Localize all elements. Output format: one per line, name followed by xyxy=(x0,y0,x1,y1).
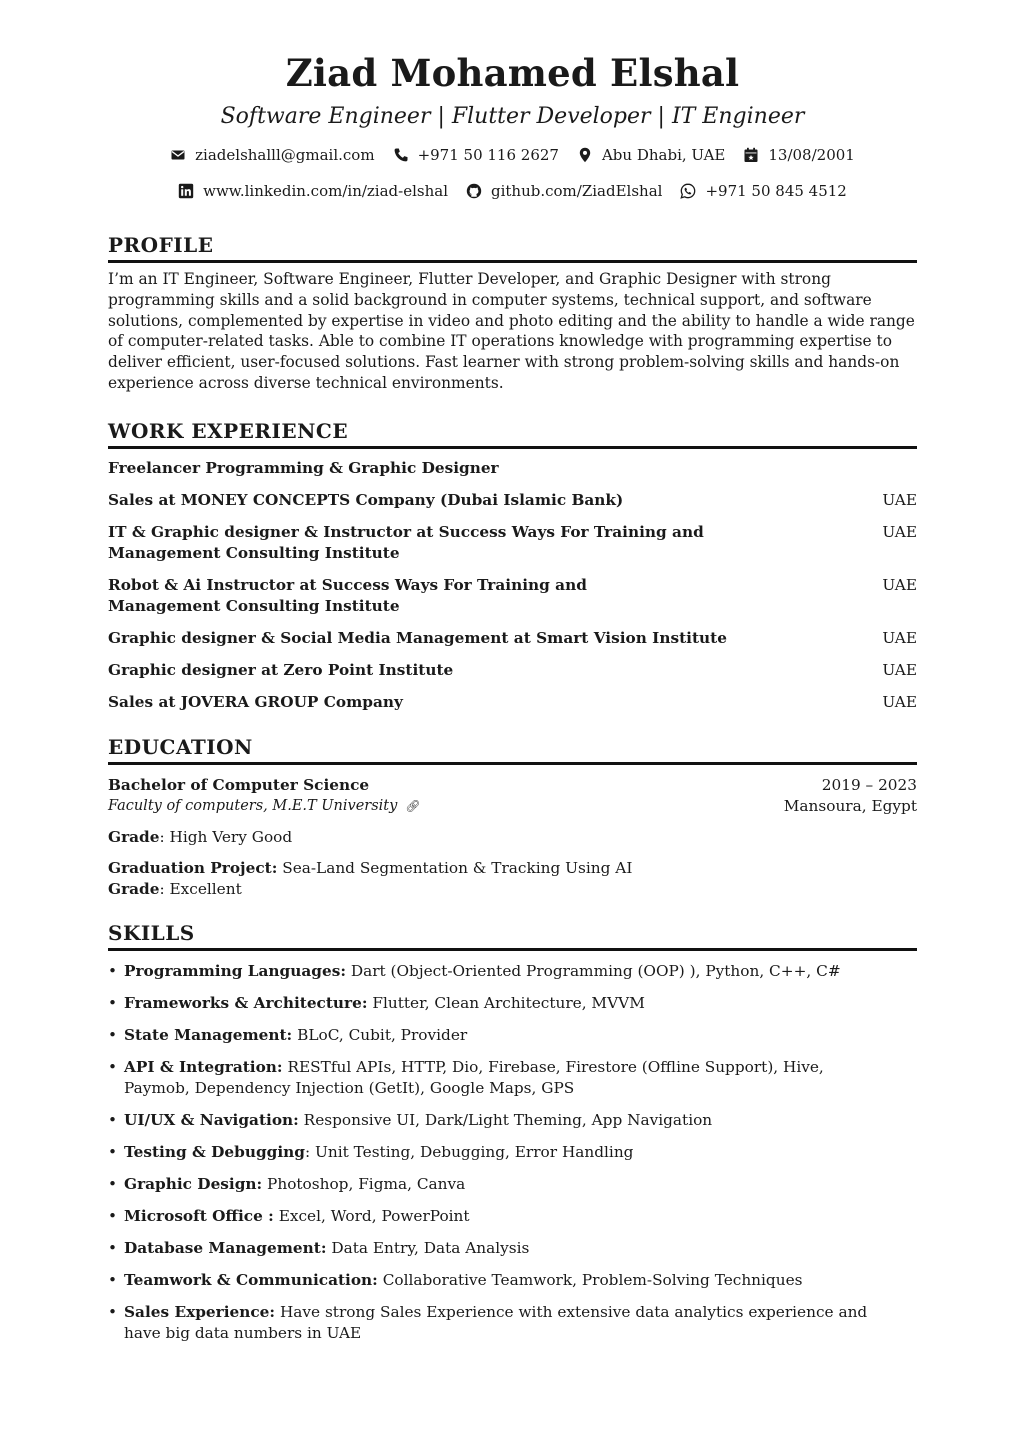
contact-location-text: Abu Dhabi, UAE xyxy=(601,146,726,164)
job-row xyxy=(108,660,917,681)
candidate-subtitle: Software Engineer | Flutter Developer | IT Engineer xyxy=(220,104,805,129)
skill-label: Frameworks & Architecture: xyxy=(124,994,368,1012)
contact-row-2 xyxy=(108,180,917,202)
section-divider xyxy=(108,762,917,765)
section-divider xyxy=(108,948,917,951)
skill-item xyxy=(108,1174,884,1195)
skill-label: Microsoft Office : xyxy=(124,1207,274,1225)
contact-email[interactable] xyxy=(170,144,374,166)
github-icon xyxy=(466,183,482,199)
work-experience-section xyxy=(108,418,917,713)
skill-value: Collaborative Teamwork, Problem-Solving Techniques xyxy=(377,1271,803,1289)
skill-value: Data Entry, Data Analysis xyxy=(326,1239,530,1257)
job-location: UAE xyxy=(882,693,917,711)
contact-birthdate xyxy=(743,144,854,166)
contact-email-text: ziadelshalll@gmail.com xyxy=(195,146,375,164)
job-title: Graphic designer at Zero Point Institute xyxy=(108,661,454,679)
skill-value: Dart (Object-Oriented Programming (OOP) ), Python, C++, C# xyxy=(345,962,841,980)
link-icon: 🔗︎ xyxy=(405,799,421,813)
location-pin-icon xyxy=(577,147,593,163)
skill-item xyxy=(108,1302,884,1344)
job-row xyxy=(108,575,917,617)
calendar-icon xyxy=(743,147,759,163)
linkedin-icon xyxy=(178,183,194,199)
contact-location xyxy=(577,144,725,166)
skill-item xyxy=(108,1206,884,1227)
skill-value: : Unit Testing, Debugging, Error Handling xyxy=(304,1143,634,1161)
skill-label: State Management: xyxy=(124,1026,293,1044)
job-row xyxy=(108,490,917,511)
skill-item xyxy=(108,993,884,1014)
job-title: Sales at MONEY CONCEPTS Company (Dubai Islamic Bank) xyxy=(108,491,624,509)
skill-value: Photoshop, Figma, Canva xyxy=(262,1175,466,1193)
section-divider xyxy=(108,260,917,263)
section-title-skills: SKILLS xyxy=(108,921,195,945)
project-value: Sea-Land Segmentation & Tracking Using AI xyxy=(277,859,633,877)
section-divider xyxy=(108,446,917,449)
project-grade xyxy=(108,879,917,900)
job-row xyxy=(108,628,917,649)
resume-page xyxy=(108,50,917,1342)
skill-label: Database Management: xyxy=(124,1239,327,1257)
contact-birthdate-text: 13/08/2001 xyxy=(768,146,855,164)
institution-text: Faculty of computers, M.E.T University xyxy=(108,798,398,814)
skill-item xyxy=(108,961,884,982)
whatsapp-icon xyxy=(680,183,696,199)
skill-value: Flutter, Clean Architecture, MVVM xyxy=(367,994,645,1012)
project-grade-value: : Excellent xyxy=(159,880,242,898)
email-icon xyxy=(170,147,186,163)
job-title: Sales at JOVERA GROUP Company xyxy=(108,693,403,711)
skill-label: Programming Languages: xyxy=(124,962,346,980)
education-place: Mansoura, Egypt xyxy=(783,797,917,815)
skills-section xyxy=(108,920,917,1344)
contact-linkedin[interactable] xyxy=(178,180,448,202)
contact-github[interactable] xyxy=(466,180,662,202)
graduation-project xyxy=(108,858,917,879)
candidate-name: Ziad Mohamed Elshal xyxy=(285,51,740,95)
skill-value: RESTful APIs, HTTP, Dio, Firebase, Firestore (Offline Support), Hive, Paymob, Dependency Injection (GetIt), Google Maps, GPS xyxy=(124,1058,824,1097)
grade-value: : High Very Good xyxy=(159,828,293,846)
contact-github-text: github.com/ZiadElshal xyxy=(491,182,663,200)
job-title: IT & Graphic designer & Instructor at Success Ways For Training and Management Consulting Institute xyxy=(108,523,704,562)
skill-value: BLoC, Cubit, Provider xyxy=(292,1026,468,1044)
contact-phone[interactable] xyxy=(393,144,559,166)
job-location: UAE xyxy=(882,629,917,647)
skill-item xyxy=(108,1025,884,1046)
skill-value: Have strong Sales Experience with extensive data analytics experience and have big data numbers in UAE xyxy=(124,1303,868,1342)
grade-label: Grade xyxy=(108,828,160,846)
job-row xyxy=(108,522,917,564)
skill-label: Graphic Design: xyxy=(124,1175,263,1193)
profile-text: I’m an IT Engineer, Software Engineer, Flutter Developer, and Graphic Designer with strong programming skills and a solid background in computer systems, technical support, and software solutions, complemented by expertise in video and photo editing and the ability to handle a wide range of computer-related tasks. Able to combine IT operations knowledge with programming expertise to deliver efficient, user-focused solutions. Fast learner with strong problem-solving skills and hands-on experience across diverse technical environments. xyxy=(108,270,915,392)
section-title-work: WORK EXPERIENCE xyxy=(108,419,349,443)
job-row xyxy=(108,692,917,713)
contact-whatsapp-text: +971 50 845 4512 xyxy=(705,182,847,200)
education-grade xyxy=(108,827,917,848)
skill-label: Testing & Debugging xyxy=(124,1143,305,1161)
job-title: Graphic designer & Social Media Management at Smart Vision Institute xyxy=(108,629,727,647)
skill-item xyxy=(108,1057,864,1099)
job-row xyxy=(108,458,917,479)
job-location: UAE xyxy=(882,661,917,679)
degree-name: Bachelor of Computer Science xyxy=(108,776,370,794)
skill-item xyxy=(108,1142,884,1163)
skill-label: API & Integration: xyxy=(124,1058,283,1076)
job-location: UAE xyxy=(882,491,917,509)
skills-list xyxy=(108,961,917,1344)
job-location: UAE xyxy=(882,523,917,541)
job-title: Freelancer Programming & Graphic Designer xyxy=(108,459,499,477)
skill-value: Responsive UI, Dark/Light Theming, App Navigation xyxy=(298,1111,713,1129)
education-institution-row xyxy=(108,796,917,817)
skill-label: Sales Experience: xyxy=(124,1303,276,1321)
project-grade-label: Grade xyxy=(108,880,160,898)
skill-item xyxy=(108,1110,884,1131)
job-location: UAE xyxy=(882,576,917,594)
education-years: 2019 – 2023 xyxy=(821,776,917,794)
skill-label: Teamwork & Communication: xyxy=(124,1271,378,1289)
section-title-profile: PROFILE xyxy=(108,233,214,257)
contact-row-1 xyxy=(108,144,917,166)
phone-icon xyxy=(393,147,409,163)
skill-label: UI/UX & Navigation: xyxy=(124,1111,299,1129)
skill-item xyxy=(108,1238,884,1259)
skill-value: Excel, Word, PowerPoint xyxy=(273,1207,470,1225)
education-section xyxy=(108,734,917,900)
institution-name[interactable] xyxy=(108,796,421,817)
contact-linkedin-text: www.linkedin.com/in/ziad-elshal xyxy=(203,182,448,200)
job-title: Robot & Ai Instructor at Success Ways For Training and Management Consulting Institute xyxy=(108,576,587,615)
education-degree-row xyxy=(108,775,917,796)
project-label: Graduation Project: xyxy=(108,859,278,877)
profile-section xyxy=(108,232,917,394)
section-title-education: EDUCATION xyxy=(108,735,253,759)
contact-whatsapp[interactable] xyxy=(680,180,846,202)
skill-item xyxy=(108,1270,884,1291)
contact-phone-text: +971 50 116 2627 xyxy=(417,146,559,164)
